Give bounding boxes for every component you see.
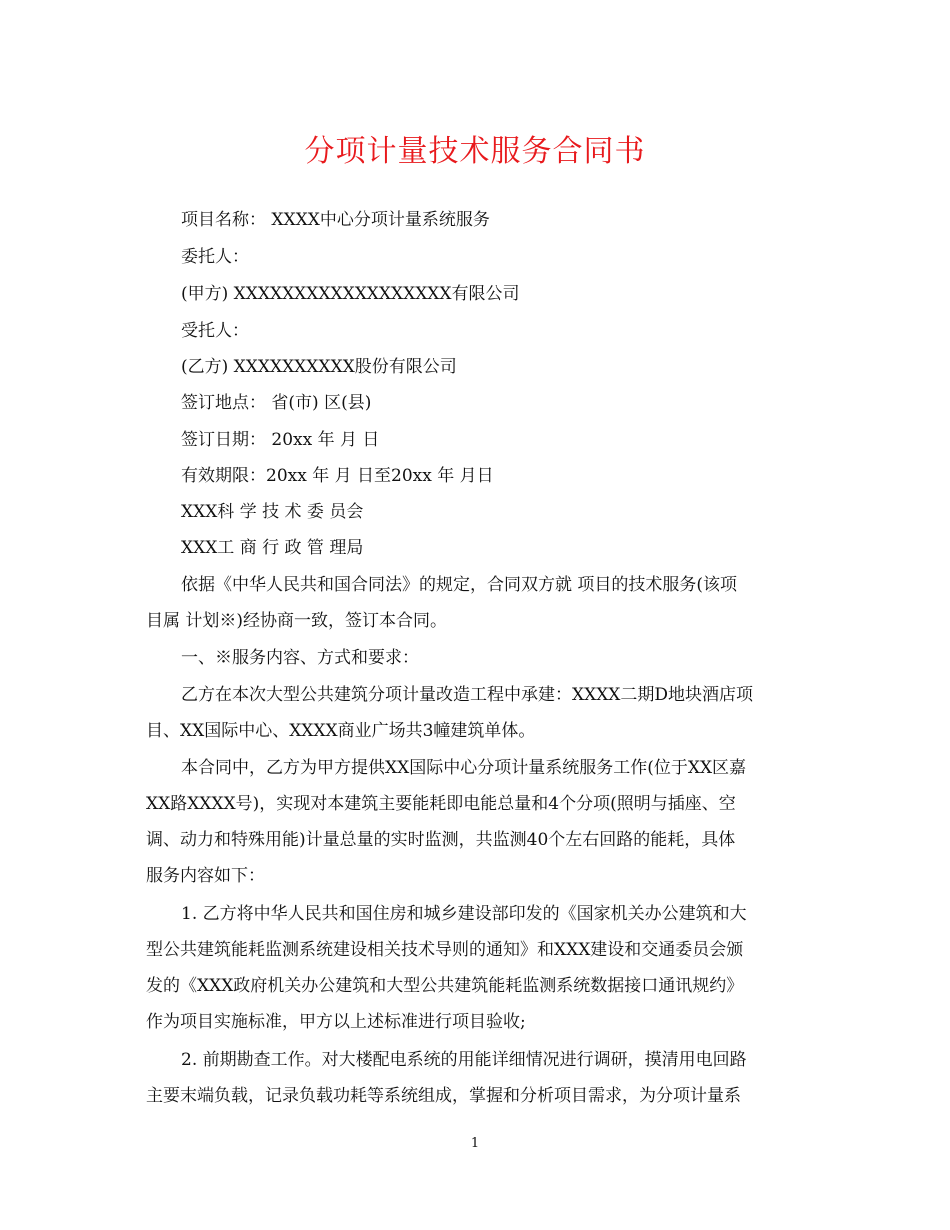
paragraph-line: XX路XXXX号)，实现对本建筑主要能耗即电能总量和4个分项(照明与插座、空: [146, 794, 736, 814]
list-item-line: 型公共建筑能耗监测系统建设相关技术导则的通知》和XXX建设和交通委员会颁: [146, 940, 744, 960]
paragraph-line: 调、动力和特殊用能)计量总量的实时监测，共监测40个左右回路的能耗，具体: [146, 830, 736, 850]
paragraph-line: 目、XX国际中心、XXXX商业广场共3幢建筑单体。: [146, 721, 536, 741]
party-a-line: (甲方) XXXXXXXXXXXXXXXXXX有限公司: [181, 284, 520, 304]
signing-place-line: 签订地点： 省(市) 区(县): [181, 393, 372, 413]
paragraph-line: 依据《中华人民共和国合同法》的规定，合同双方就 项目的技术服务(该项: [181, 575, 738, 595]
paragraph-line: 乙方在本次大型公共建筑分项计量改造工程中承建：XXXX二期D地块酒店项: [181, 685, 754, 705]
list-item-line: 发的《XXX政府机关办公建筑和大型公共建筑能耗监测系统数据接口通讯规约》: [146, 976, 744, 996]
list-item-line: 2. 前期勘查工作。对大楼配电系统的用能详细情况进行调研，摸清用电回路: [181, 1050, 747, 1070]
client-label: 委托人：: [181, 247, 249, 267]
validity-period-line: 有效期限：20xx 年 月 日至20xx 年 月日: [181, 466, 494, 486]
administration-line: XXX工 商 行 政 管 理局: [181, 538, 364, 558]
paragraph-line: 本合同中，乙方为甲方提供XX国际中心分项计量系统服务工作(位于XX区嘉: [181, 758, 747, 778]
committee-line: XXX科 学 技 术 委 员会: [181, 502, 364, 522]
document-title: 分项计量技术服务合同书: [304, 134, 646, 169]
list-item-line: 1. 乙方将中华人民共和国住房和城乡建设部印发的《国家机关办公建筑和大: [181, 904, 747, 924]
section-heading: 一、※服务内容、方式和要求：: [181, 648, 419, 668]
list-item-line: 作为项目实施标准，甲方以上述标准进行项目验收;: [146, 1012, 526, 1032]
signing-date-line: 签订日期： 20xx 年 月 日: [181, 430, 380, 450]
contractor-label: 受托人：: [181, 321, 249, 341]
party-b-line: (乙方) XXXXXXXXXX股份有限公司: [181, 357, 457, 377]
paragraph-line: 服务内容如下：: [146, 866, 265, 886]
page-number: 1: [470, 1136, 480, 1151]
paragraph-line: 目属 计划※)经协商一致，签订本合同。: [146, 611, 448, 631]
list-item-line: 主要末端负载，记录负载功耗等系统组成，掌握和分析项目需求，为分项计量系: [146, 1086, 741, 1106]
project-name-line: 项目名称： XXXX中心分项计量系统服务: [181, 210, 490, 230]
